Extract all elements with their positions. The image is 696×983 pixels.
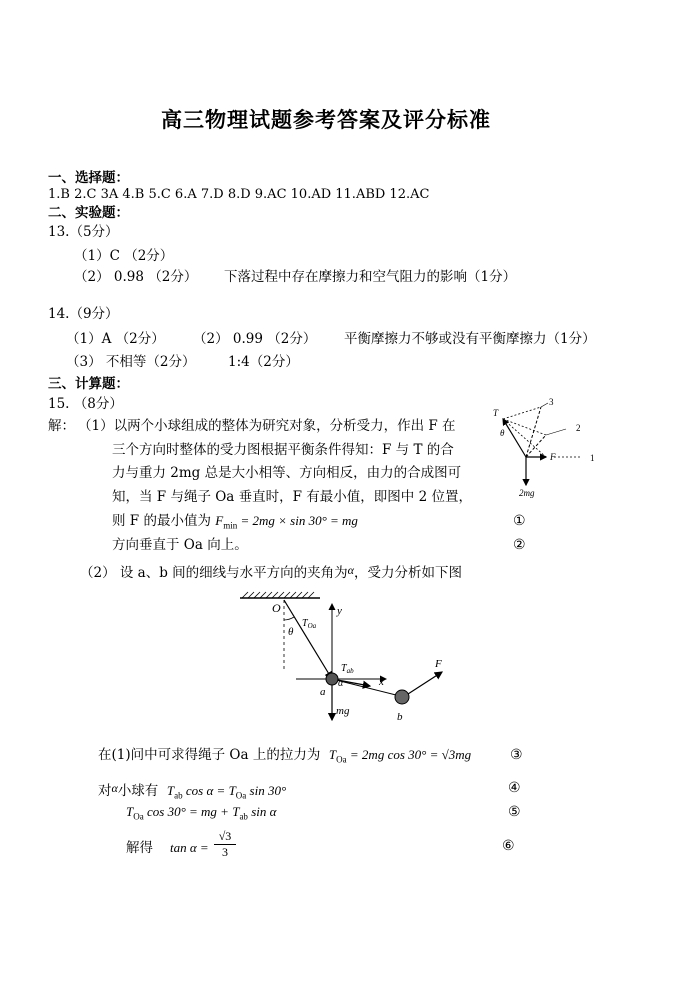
q13-answer-2-reason: 下落过程中存在摩擦力和空气阻力的影响（1分） xyxy=(224,269,517,285)
q15-part2-line: （2） 设 a、b 间的细线与水平方向的夹角为α，受力分析如下图 xyxy=(80,563,462,581)
equation-6-lhs: tan α = xyxy=(170,840,209,855)
equation-3: $T_{Oa} = 2mg$ cos 30° = √3mg xyxy=(328,747,472,765)
q15-text-line-2: 三个方向时整体的受力图根据平衡条件得知：F 与 T 的合 xyxy=(112,442,454,458)
label-position-2: 2 xyxy=(576,423,581,433)
q15-heading: 15. （8分） xyxy=(48,396,123,412)
equation-1: $F_{min} = 2mg \times \sin 30^\circ$ = mg xyxy=(215,513,358,531)
label-position-3: 3 xyxy=(549,397,554,407)
label-mg: mg xyxy=(336,705,350,717)
q15-text-line-3: 力与重力 2mg 总是大小相等、方向相反，由力的合成图可 xyxy=(112,465,462,481)
label-alpha: α xyxy=(338,678,344,689)
q15-text-line-5: 则 F 的最小值为 $F_{min} = 2mg \times \sin 30^\circ$ = mg xyxy=(112,513,358,531)
tension-oa-arrow xyxy=(284,600,332,679)
label-a: a xyxy=(320,686,326,698)
marker-3: ③ xyxy=(510,747,523,763)
force-composition-diagram xyxy=(486,397,606,502)
equation-5: $T_{Oa}$ cos 30° = mg + $T_{ab}$ sin α xyxy=(126,804,277,822)
label-o: O xyxy=(272,601,281,615)
q14-answer-2-reason: 平衡摩擦力不够或没有平衡摩擦力（1分） xyxy=(344,331,596,347)
section-heading-calculation: 三、计算题： xyxy=(48,376,129,392)
q15-text-line-11: 解得 xyxy=(126,840,153,856)
marker-5: ⑤ xyxy=(508,804,521,820)
label-y: y xyxy=(337,605,342,617)
q15-text-line-8: 在(1)问中可求得绳子 Oa 上的拉力为 $T_{Oa} = 2mg$ cos 30° = √3mg xyxy=(98,747,472,765)
label-x: x xyxy=(379,676,384,688)
label-f: F xyxy=(550,452,556,462)
fraction-denominator: 3 xyxy=(222,845,228,859)
q15-text-line-4: 知，当 F 与绳子 Oa 垂直时，F 有最小值，即图中 2 位置， xyxy=(112,489,472,505)
marker-1: ① xyxy=(513,513,526,529)
fraction-numerator: √3 xyxy=(214,829,236,845)
label-theta: θ xyxy=(500,428,505,438)
label-2mg: 2mg xyxy=(519,488,535,498)
marker-6: ⑥ xyxy=(502,838,515,854)
ball-a xyxy=(326,673,338,685)
equation-4: $T_{ab}$ $\cos \alpha = T_{Oa}$ sin 30° xyxy=(166,783,287,801)
q13-answer-2: （2） 0.98 （2分） xyxy=(74,269,198,285)
solution-label: 解： xyxy=(48,418,75,434)
section-heading-experiment: 二、实验题： xyxy=(48,205,129,221)
label-t: T xyxy=(493,408,499,418)
label-t-ab: $T_{ab}$ xyxy=(341,663,354,675)
tension-arrow xyxy=(503,419,526,457)
choice-answers: 1.B 2.C 3A 4.B 5.C 6.A 7.D 8.D 9.AC 10.AD 11.ABD 12.AC xyxy=(48,187,430,202)
q14-answer-1: （1）A （2分） xyxy=(66,331,165,347)
marker-2: ② xyxy=(513,537,526,553)
q14-answer-2: （2） 0.99 （2分） xyxy=(193,331,317,347)
position-3-line xyxy=(526,407,541,457)
label-f: F xyxy=(435,658,442,670)
label-t-oa: $T_{Oa}$ xyxy=(302,618,317,630)
label-b: b xyxy=(397,711,403,723)
page-title: 高三物理试题参考答案及评分标准 xyxy=(161,108,491,132)
q15-text-line-6: 方向垂直于 Oa 向上。 xyxy=(112,537,248,553)
q15-text-line-9: 对α小球有 $T_{ab}$ $\cos \alpha = T_{Oa}$ sin 30° xyxy=(98,781,287,801)
q14-answer-3: （3） 不相等（2分） xyxy=(66,354,196,370)
q14-answer-ratio: 1:4（2分） xyxy=(228,354,299,370)
force-analysis-diagram xyxy=(240,590,470,725)
q13-heading: 13.（5分） xyxy=(48,224,119,240)
label-position-1: 1 xyxy=(590,453,595,463)
ball-b xyxy=(395,690,409,704)
marker-4: ④ xyxy=(508,780,521,796)
section-heading-choice: 一、选择题： xyxy=(48,170,129,186)
label-theta: θ xyxy=(288,626,294,638)
q15-text-line-1: （1）以两个小球组成的整体为研究对象，分析受力，作出 F 在 xyxy=(78,418,456,434)
q13-answer-1: （1）C （2分） xyxy=(74,248,174,264)
equation-6-fraction xyxy=(214,829,236,860)
force-f-arrow xyxy=(408,672,442,694)
q14-heading: 14.（9分） xyxy=(48,306,119,322)
